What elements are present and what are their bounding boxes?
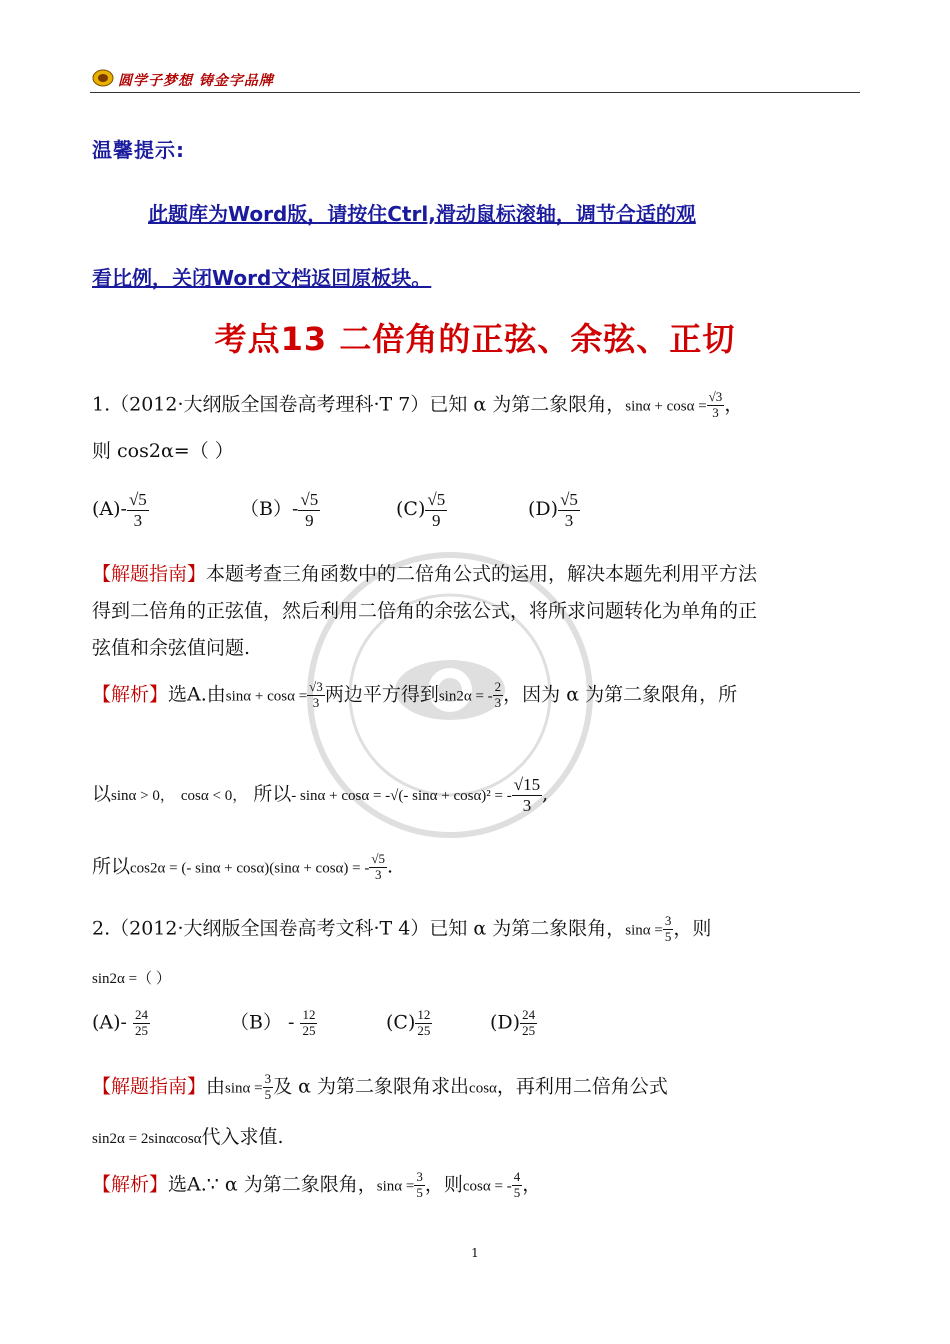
- guide-text: 由: [206, 1075, 226, 1098]
- option-frac: [425, 490, 447, 530]
- frac-num: √5: [371, 851, 386, 866]
- math-expr: cosα: [469, 1080, 497, 1097]
- frac-den: 3: [522, 795, 532, 815]
- frac-num: √15: [513, 775, 541, 794]
- frac-den: 5: [664, 928, 672, 944]
- math-expr: sinα =: [625, 922, 663, 939]
- frac-den: 3: [374, 866, 382, 882]
- math-expr: sinα > 0，: [111, 788, 175, 805]
- math-frac: [512, 1170, 523, 1201]
- option-sign: -: [120, 1011, 127, 1034]
- q1-given-expr: sinα + cosα =: [625, 398, 707, 415]
- q1-option-b: [240, 490, 320, 530]
- punct: .: [387, 855, 394, 878]
- q1-stem-text: 1.（2012·大纲版全国卷高考理科·T 7）已知 α 为第二象限角，: [92, 393, 626, 416]
- frac-den: 25: [417, 1022, 431, 1038]
- option-label: （B）: [240, 498, 292, 521]
- q2-stem-line1: [92, 914, 711, 945]
- option-sign: -: [288, 1011, 295, 1034]
- frac-den: 5: [513, 1184, 521, 1200]
- option-frac: [300, 1008, 317, 1039]
- option-frac: [127, 490, 149, 530]
- punct: ，: [522, 1173, 542, 1196]
- q1-option-a: [92, 490, 149, 530]
- q2-option-b: [230, 1008, 317, 1039]
- tip-line-1: 此题库为Word版，请按住Ctrl,滑动鼠标滚轴，调节合适的观: [148, 202, 696, 226]
- solution-text: 选A.由: [168, 683, 226, 706]
- q1-given-frac: [707, 390, 725, 421]
- option-label: (A): [92, 498, 121, 521]
- guide-text: 本题考查三角函数中的二倍角公式的运用，解决本题先利用平方法: [206, 563, 758, 585]
- frac-den: 3: [712, 404, 719, 420]
- q2-option-d: [490, 1008, 537, 1039]
- header-divider: [90, 92, 860, 93]
- q1-solution-line3: [92, 852, 393, 883]
- frac-num: 24: [522, 1007, 536, 1022]
- math-expr: sin2α = -: [438, 688, 493, 705]
- q1-guide-line2: 得到二倍角的正弦值，然后利用二倍角的余弦公式，将所求问题转化为单角的正: [92, 600, 758, 622]
- math-frac: [663, 914, 674, 945]
- frac-den: 25: [522, 1022, 536, 1038]
- frac-den: 3: [564, 510, 574, 530]
- q2-option-c: [386, 1008, 432, 1039]
- q1-solution-line2: [92, 775, 548, 815]
- punct: ,: [542, 783, 549, 806]
- guide-tag: 【解题指南】: [92, 1075, 207, 1098]
- frac-den: 5: [264, 1086, 272, 1102]
- frac-num: 4: [513, 1169, 521, 1184]
- q1-stem-line2: 则 cos2α=（ ）: [92, 440, 234, 462]
- math-frac: [512, 775, 542, 815]
- option-label: (D): [528, 498, 559, 521]
- frac-den: 3: [494, 694, 502, 710]
- option-sign: -: [120, 498, 127, 521]
- frac-num: 24: [135, 1007, 149, 1022]
- math-expr: sinα + cosα =: [225, 688, 308, 705]
- solution-text: 所以: [92, 855, 131, 878]
- solution-text: 所以: [253, 783, 292, 806]
- q2-stem-text: 2.（2012·大纲版全国卷高考文科·T 4）已知 α 为第二象限角，: [92, 917, 626, 940]
- math-expr: sin2α =（ ）: [92, 971, 171, 987]
- math-expr: cosα < 0，: [180, 788, 248, 805]
- header-slogan: 圆学子梦想 铸金字品牌: [118, 73, 274, 89]
- solution-tag: 【解析】: [92, 1173, 169, 1196]
- frac-num: 3: [264, 1071, 272, 1086]
- q2-stem-line2: [92, 966, 171, 989]
- frac-num: 12: [302, 1007, 316, 1022]
- tip-title: 温馨提示:: [92, 138, 185, 162]
- q2-stem-text: ，则: [673, 917, 712, 940]
- guide-tag: 【解题指南】: [92, 563, 207, 585]
- frac-num: 12: [417, 1007, 431, 1022]
- option-frac: [133, 1008, 150, 1039]
- math-expr: - sinα + cosα = -√(- sinα + cosα)² = -: [291, 788, 512, 805]
- solution-text: 选A.∵ α 为第二象限角，: [168, 1173, 377, 1196]
- math-frac: [493, 680, 504, 711]
- guide-text: ，再利用二倍角公式: [496, 1075, 668, 1098]
- logo-icon: [92, 68, 112, 86]
- q1-guide-line1: [92, 563, 757, 586]
- q2-guide-line1: [92, 1072, 668, 1103]
- frac-den: 25: [135, 1022, 149, 1038]
- option-sign: -: [291, 498, 299, 521]
- frac-den: 25: [302, 1022, 316, 1038]
- solution-tag: 【解析】: [92, 683, 169, 706]
- math-expr: sinα =: [225, 1080, 263, 1097]
- guide-text: 及 α 为第二象限角求出: [273, 1075, 470, 1098]
- option-label: (C): [386, 1011, 416, 1034]
- frac-den: 5: [416, 1184, 423, 1200]
- option-label: （B）: [230, 1011, 282, 1034]
- frac-den: 3: [133, 510, 143, 530]
- frac-num: 3: [416, 1169, 423, 1184]
- solution-text: 以: [92, 783, 112, 806]
- q1-option-d: [528, 490, 580, 530]
- frac-num: √5: [560, 490, 578, 509]
- math-frac: [263, 1072, 274, 1103]
- frac-num: √5: [427, 490, 446, 509]
- frac-num: √5: [128, 490, 147, 509]
- page-number: 1: [471, 1246, 479, 1260]
- frac-num: √5: [300, 490, 319, 509]
- frac-den: 3: [312, 694, 320, 710]
- option-frac: [298, 490, 320, 530]
- math-frac: [369, 852, 387, 883]
- frac-den: 9: [432, 510, 441, 530]
- solution-text: ，则: [424, 1173, 463, 1196]
- q1-guide-line3: 弦值和余弦值问题.: [92, 637, 251, 659]
- option-label: (D): [490, 1011, 521, 1034]
- tip-line-2: 看比例，关闭Word文档返回原板块。: [92, 266, 432, 290]
- option-frac: [558, 490, 580, 530]
- q1-option-c: [396, 490, 447, 530]
- frac-den: 9: [305, 510, 314, 530]
- option-frac: [520, 1008, 537, 1039]
- page-title: 考点13 二倍角的正弦、余弦、正切: [214, 320, 736, 358]
- math-expr: sin2α = 2sinαcosα: [92, 1131, 202, 1147]
- option-label: (C): [396, 498, 426, 521]
- frac-num: √3: [309, 679, 323, 694]
- q1-solution-line1: [92, 680, 737, 711]
- guide-text: 代入求值.: [201, 1126, 284, 1148]
- q2-guide-line2: [92, 1126, 284, 1149]
- option-label: (A): [92, 1011, 121, 1034]
- math-expr: sinα =: [376, 1178, 415, 1195]
- frac-num: 3: [664, 913, 672, 928]
- q2-option-a: [92, 1008, 150, 1039]
- frac-num: 2: [494, 679, 502, 694]
- solution-text: 两边平方得到: [324, 683, 439, 706]
- math-expr: cos2α = (- sinα + cosα)(sinα + cosα) = -: [130, 860, 370, 877]
- option-frac: [415, 1008, 432, 1039]
- frac-num: √3: [708, 389, 723, 404]
- math-frac: [414, 1170, 425, 1201]
- math-expr: cosα = -: [462, 1178, 512, 1195]
- math-frac: [307, 680, 325, 711]
- solution-text: ，因为 α 为第二象限角，所: [503, 683, 738, 706]
- q2-solution-line1: [92, 1170, 541, 1201]
- q1-stem-line1: 1.（2012·大纲版全国卷高考理科·T 7）已知 α 为第二象限角，sinα + cosα = $\frac{√3}{3}$ ，: [92, 389, 744, 420]
